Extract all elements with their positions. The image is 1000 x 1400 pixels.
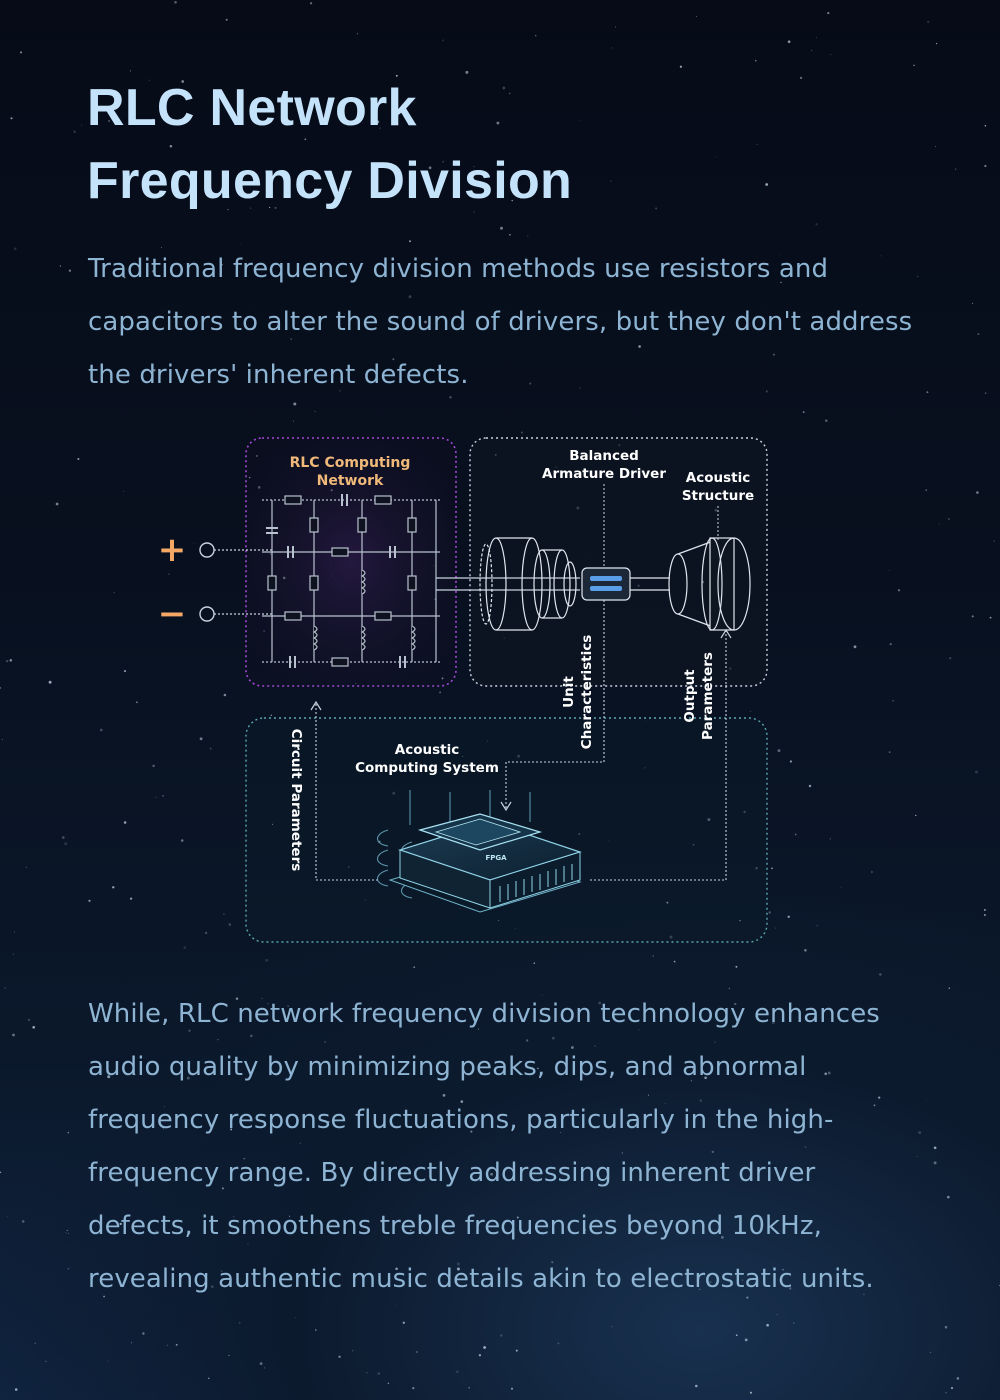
star (310, 2, 312, 4)
title-line-1: RLC Network (87, 79, 417, 137)
star (696, 16, 697, 17)
star (612, 47, 613, 48)
star (934, 1146, 937, 1149)
star (951, 1387, 953, 1389)
star (926, 1100, 927, 1101)
star (88, 900, 90, 902)
star (412, 1387, 414, 1389)
star (7, 1216, 8, 1217)
star (500, 1334, 502, 1336)
star (413, 966, 415, 968)
star (984, 165, 986, 167)
star (830, 838, 831, 839)
star (265, 959, 268, 962)
unit-char-label-2: Characteristics (579, 634, 595, 750)
star (176, 1344, 178, 1346)
star (131, 1342, 132, 1343)
star (124, 821, 127, 824)
star (816, 37, 817, 38)
star (509, 234, 511, 236)
acoustic-structure-label-1: Acoustic (685, 470, 751, 486)
star (930, 1352, 931, 1353)
star (456, 1371, 458, 1373)
star (949, 657, 951, 659)
star (5, 987, 6, 988)
star (841, 887, 842, 888)
star (879, 973, 881, 975)
star (228, 1355, 229, 1356)
star (939, 524, 940, 525)
acoustic-structure-label-2: Structure (681, 488, 755, 504)
star (788, 916, 790, 918)
output-param-label-2: Parameters (700, 652, 716, 740)
star (511, 1388, 513, 1390)
star (871, 871, 873, 873)
star (2, 739, 3, 740)
star (10, 117, 12, 119)
fpga-label: FPGA (485, 854, 507, 862)
circuit-params-label: Circuit Parameters (288, 728, 304, 872)
star (60, 265, 61, 266)
star (77, 458, 79, 460)
star (142, 1332, 144, 1334)
star (34, 1342, 36, 1344)
star (936, 43, 937, 44)
star (124, 670, 126, 672)
star (766, 1324, 769, 1327)
star (790, 760, 792, 762)
star (611, 1326, 612, 1327)
star (817, 925, 818, 926)
star (226, 19, 228, 21)
star (167, 1345, 168, 1346)
star (926, 391, 928, 393)
star (416, 1351, 418, 1353)
star (483, 1346, 486, 1349)
star (815, 223, 817, 225)
star (13, 954, 14, 955)
star (20, 51, 22, 53)
star (972, 303, 973, 304)
ba-label-line-1: Balanced (569, 448, 639, 464)
star (208, 1378, 210, 1380)
star (994, 541, 995, 542)
page-title (87, 72, 907, 218)
star (830, 54, 831, 55)
star (527, 235, 529, 237)
plus-terminal (200, 543, 214, 557)
star (500, 227, 503, 230)
star (926, 489, 927, 490)
star (990, 617, 992, 619)
star (378, 1372, 381, 1375)
acs-label-line-1: Acoustic (394, 742, 460, 758)
star (113, 592, 115, 594)
star (927, 21, 929, 23)
star (107, 1361, 108, 1362)
star (889, 751, 891, 753)
star (0, 1172, 1, 1174)
star (735, 966, 737, 968)
star (73, 130, 76, 133)
rlc-network-diagram (150, 430, 780, 950)
star (174, 1, 177, 4)
star (795, 834, 797, 836)
star (615, 27, 616, 28)
unit-char-label-1: Unit (561, 676, 577, 708)
star (479, 1354, 481, 1356)
star (915, 815, 916, 816)
rlc-label-line-2: Network (316, 473, 384, 489)
star (293, 403, 296, 406)
star (892, 700, 893, 701)
star (947, 1196, 950, 1199)
star (67, 1230, 68, 1231)
star (985, 392, 987, 394)
star (239, 1322, 241, 1324)
star (972, 615, 974, 617)
star (889, 570, 890, 571)
star (352, 1350, 354, 1352)
star (28, 1019, 30, 1021)
star (776, 1314, 777, 1315)
star (811, 50, 812, 51)
star (56, 503, 59, 506)
star (123, 491, 124, 492)
star (442, 40, 444, 42)
star (803, 411, 805, 413)
star (66, 1232, 67, 1233)
star (695, 1385, 698, 1388)
star (750, 1392, 752, 1394)
star (949, 987, 950, 988)
minus-terminal (200, 607, 214, 621)
star (26, 867, 27, 868)
star (976, 491, 979, 494)
star (674, 961, 676, 963)
star (388, 1383, 390, 1385)
acs-label-line-2: Computing System (355, 760, 499, 776)
star (366, 1372, 367, 1373)
star (955, 168, 956, 169)
star (264, 1367, 265, 1368)
star (45, 1361, 46, 1362)
star (809, 785, 811, 787)
star (64, 842, 67, 845)
star (0, 687, 1, 689)
star (22, 1220, 25, 1223)
star (14, 248, 17, 251)
star (100, 729, 103, 732)
star (81, 125, 82, 126)
star (918, 1131, 921, 1134)
star (357, 33, 358, 34)
star (12, 1034, 15, 1037)
star (67, 1268, 69, 1270)
star (825, 420, 827, 422)
star (793, 1322, 794, 1323)
star (935, 146, 936, 147)
star (945, 1392, 947, 1394)
star (293, 421, 294, 422)
star (260, 1362, 263, 1365)
star (984, 914, 986, 916)
star (827, 12, 829, 14)
star (736, 1334, 738, 1336)
star (957, 1377, 960, 1380)
star (6, 660, 8, 662)
star (934, 1161, 937, 1164)
rlc-label-line-1: RLC Computing (289, 455, 411, 471)
star (913, 65, 914, 66)
star (948, 518, 950, 520)
star (295, 1317, 296, 1318)
star (315, 411, 316, 412)
star (67, 1132, 69, 1134)
star (975, 771, 978, 774)
star (680, 66, 682, 68)
star (112, 886, 114, 888)
star (14, 932, 15, 933)
plus-terminal-symbol: + (157, 530, 187, 570)
star (804, 949, 807, 952)
star (984, 909, 986, 911)
intro-paragraph: Traditional frequency division methods use resistors and capacitors to alter the sound of drivers, but they don't address the drivers' inherent defects. (88, 254, 913, 390)
star (409, 240, 411, 242)
star (535, 35, 536, 36)
star (49, 681, 52, 684)
star (854, 645, 857, 648)
star (62, 836, 65, 839)
star (32, 1026, 35, 1029)
star (557, 1342, 559, 1344)
star (338, 1356, 340, 1358)
star (788, 40, 791, 43)
title-line-2: Frequency Division (87, 152, 573, 210)
body-paragraph: While, RLC network frequency division technology enhances audio quality by minimizing peaks, dips, and abnormal frequency response fluctuations, particularly in the high-frequency range. By directly addressing inherent driver defects, it smoothens treble frequencies beyond 10kHz, revealing authentic music details akin to electrostatic units. (88, 999, 880, 1294)
star (468, 1387, 470, 1389)
star (745, 1338, 748, 1341)
star (15, 1388, 18, 1391)
star (315, 1329, 317, 1331)
star (755, 60, 757, 62)
star (130, 897, 132, 899)
star (69, 270, 71, 272)
star (945, 1326, 948, 1329)
star (68, 1233, 69, 1234)
star (985, 125, 987, 127)
star (136, 701, 138, 703)
star (653, 955, 654, 956)
star (977, 333, 979, 335)
minus-terminal-symbol: − (157, 594, 187, 634)
star (898, 589, 900, 591)
ba-label-line-2: Armature Driver (542, 466, 666, 482)
output-param-label-1: Output (682, 669, 698, 723)
star (516, 1350, 518, 1352)
star (534, 962, 536, 964)
star (890, 643, 892, 645)
ba-core (582, 568, 630, 600)
star (10, 659, 13, 662)
star (403, 1322, 405, 1324)
